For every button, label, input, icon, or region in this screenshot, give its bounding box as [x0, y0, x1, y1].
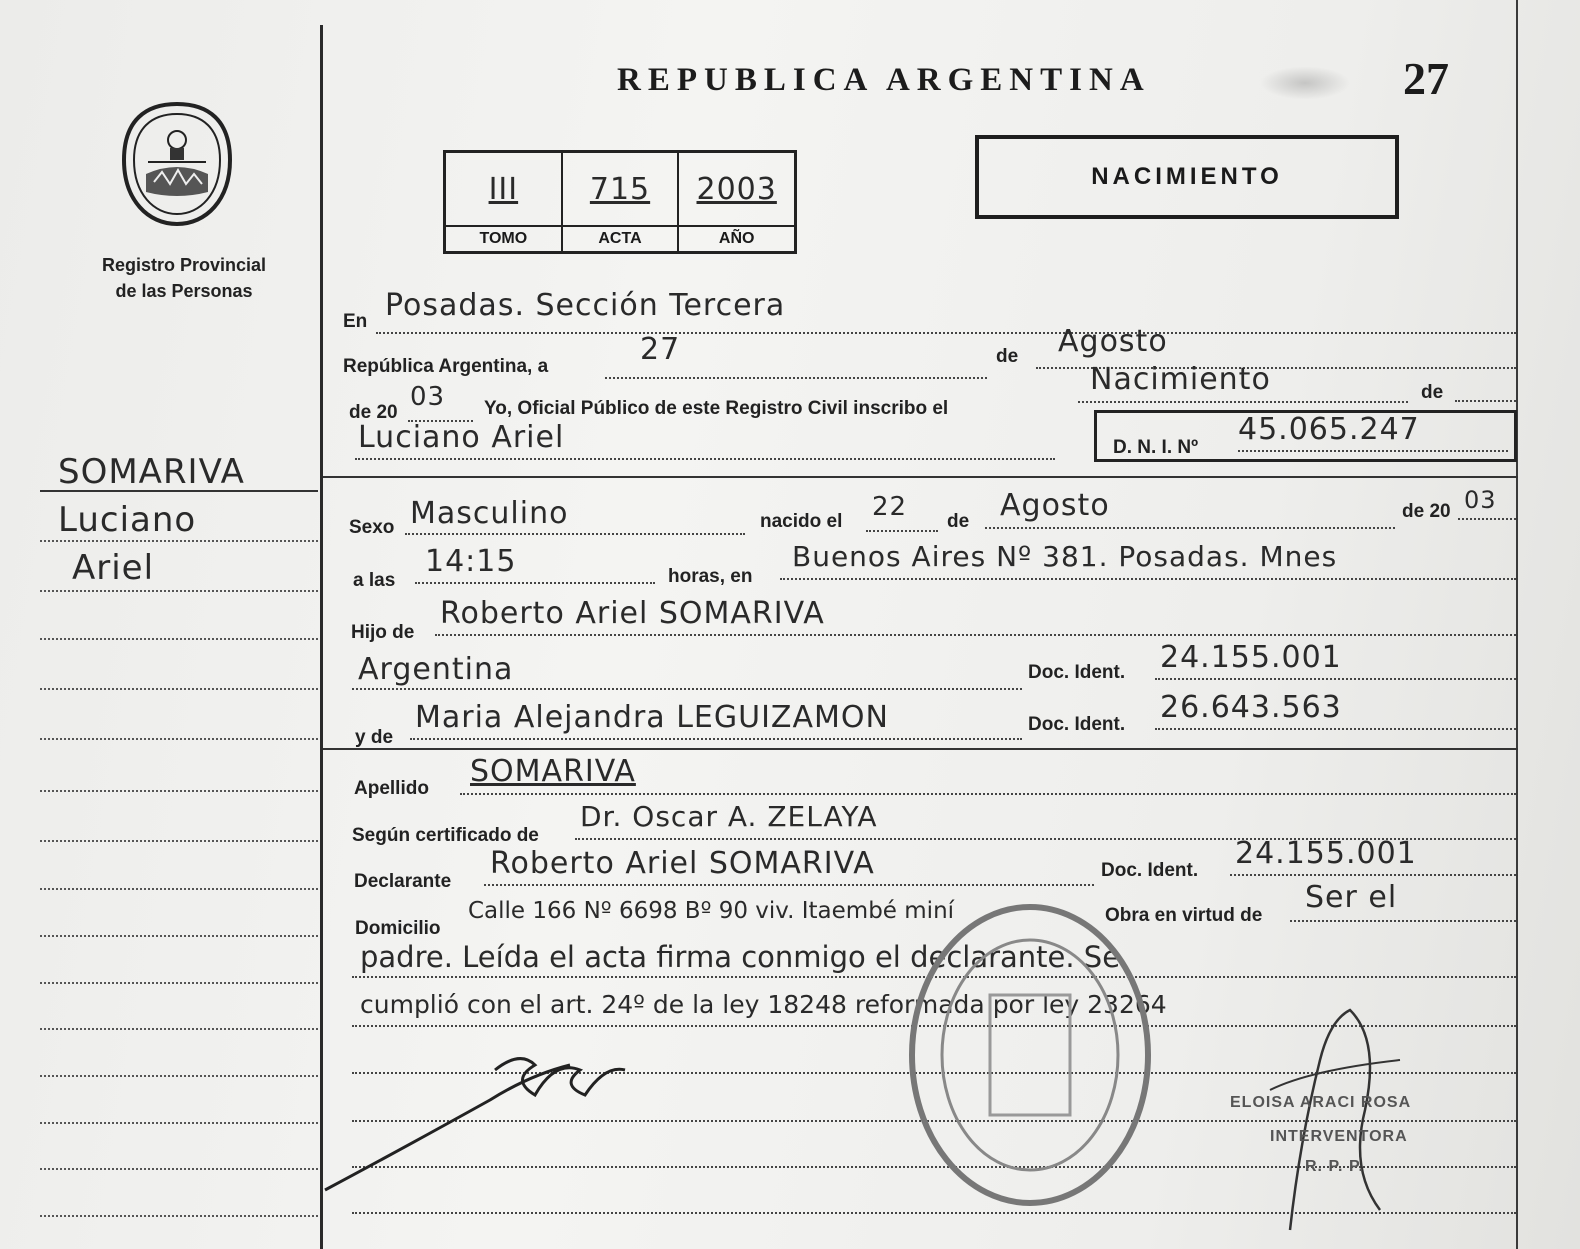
- tomo-cell: [446, 153, 563, 251]
- margin-line: [40, 840, 318, 842]
- field-line: [1455, 400, 1516, 402]
- field-line: [605, 377, 987, 379]
- margin-surname: SOMARIVA: [58, 452, 245, 492]
- field-line: [985, 527, 1395, 529]
- label-doc-ident: Doc. Ident.: [1028, 662, 1126, 683]
- ano-cell: [679, 153, 794, 251]
- label-yo: Yo, Oficial Público de este Registro Civil inscribo el: [484, 398, 949, 419]
- field-nacionalidad: Argentina: [358, 652, 514, 687]
- label-domicilio: Domicilio: [355, 918, 441, 939]
- field-line: [1238, 450, 1508, 452]
- field-madre-doc: 26.643.563: [1160, 690, 1342, 725]
- field-lugar-nac: Buenos Aires Nº 381. Posadas. Mnes: [792, 540, 1338, 573]
- field-nombre: Luciano Ariel: [358, 420, 565, 455]
- misiones-seal-icon: [118, 100, 236, 228]
- signature-right-icon: [1230, 1000, 1430, 1240]
- label-obra: Obra en virtud de: [1105, 905, 1263, 926]
- label-de-2: de: [1421, 382, 1444, 403]
- registry-name-line1: Registro Provincial: [101, 255, 267, 275]
- margin-line: [40, 1028, 318, 1030]
- label-de-20b: de 20: [1402, 501, 1451, 522]
- margin-line: [40, 688, 318, 690]
- margin-line: [40, 738, 318, 740]
- register-table: [443, 150, 797, 254]
- page-title: REPUBLICA ARGENTINA: [617, 62, 1151, 98]
- margin-line: [40, 935, 318, 937]
- label-de-3: de: [947, 511, 970, 532]
- page-edge-line: [1516, 0, 1518, 1249]
- field-dni: 45.065.247: [1238, 412, 1420, 447]
- field-hora: 14:15: [425, 544, 517, 579]
- field-line: [866, 530, 938, 532]
- label-republica: República Argentina, a: [343, 356, 549, 377]
- field-acto: Nacimiento: [1090, 362, 1271, 397]
- label-de: de: [996, 346, 1019, 367]
- label-apellido: Apellido: [354, 778, 429, 799]
- field-obs-line2: cumplió con el art. 24º de la ley 18248 reformada por ley 23264: [360, 990, 1167, 1019]
- ano-value: 2003: [696, 171, 777, 207]
- field-nac-mes: Agosto: [1000, 488, 1110, 523]
- margin-line: [40, 1075, 318, 1077]
- signature-left-icon: [320, 1040, 650, 1200]
- margin-line: [40, 888, 318, 890]
- tomo-label: TOMO: [446, 225, 561, 251]
- field-line: [1155, 678, 1516, 680]
- field-line: [376, 332, 1516, 334]
- label-declarante: Declarante: [354, 871, 452, 892]
- field-padre: Roberto Ariel SOMARIVA: [440, 596, 825, 631]
- registry-name: [64, 252, 304, 304]
- label-a-las: a las: [353, 570, 396, 591]
- ano-label: AÑO: [679, 225, 794, 251]
- field-dia: 27: [640, 332, 681, 367]
- official-org: R. P. P.: [1305, 1158, 1364, 1175]
- field-padre-doc: 24.155.001: [1160, 640, 1342, 675]
- field-line: [1230, 874, 1516, 876]
- tomo-value: III: [488, 171, 519, 207]
- registry-name-line2: de las Personas: [115, 281, 253, 301]
- field-nac-anio: 03: [1464, 486, 1497, 514]
- field-line: [1078, 401, 1408, 403]
- official-title: INTERVENTORA: [1270, 1128, 1408, 1145]
- official-name: ELOISA ARACI ROSA: [1230, 1094, 1412, 1111]
- field-lugar: Posadas. Sección Tercera: [385, 288, 786, 323]
- field-mes: Agosto: [1058, 324, 1168, 359]
- label-horas-en: horas, en: [668, 566, 753, 587]
- margin-first-name: Luciano: [58, 500, 197, 540]
- field-line: [1290, 920, 1516, 922]
- margin-line: [40, 1215, 318, 1217]
- margin-line: [40, 590, 318, 592]
- page-number: 27: [1403, 53, 1449, 104]
- field-declarante: Roberto Ariel SOMARIVA: [490, 846, 875, 881]
- field-line: [1458, 518, 1516, 520]
- field-line: [415, 582, 655, 584]
- section-divider: [323, 476, 1518, 478]
- field-certificado: Dr. Oscar A. ZELAYA: [580, 800, 878, 833]
- acta-value: 715: [589, 171, 651, 207]
- field-madre: Maria Alejandra LEGUIZAMON: [415, 700, 889, 735]
- field-line: [1155, 728, 1516, 730]
- field-obra: Ser el: [1305, 880, 1398, 915]
- section-divider: [323, 748, 1518, 750]
- label-en: En: [343, 311, 368, 332]
- field-anio: 03: [410, 382, 446, 412]
- field-obs-line1: padre. Leída el acta firma conmigo el declarante. Se: [360, 940, 1121, 974]
- field-nac-dia: 22: [872, 492, 908, 522]
- margin-line: [40, 638, 318, 640]
- margin-line: [40, 982, 318, 984]
- field-line: [410, 738, 1022, 740]
- field-apellido: SOMARIVA: [470, 754, 636, 789]
- label-doc-ident-3: Doc. Ident.: [1101, 860, 1199, 881]
- acta-label: ACTA: [563, 225, 678, 251]
- record-type-box: [975, 135, 1399, 219]
- label-de-20: de 20: [349, 402, 398, 423]
- label-dni: D. N. I. Nº: [1113, 437, 1199, 458]
- label-segun: Según certificado de: [352, 825, 539, 846]
- field-line: [484, 884, 1094, 886]
- label-doc-ident-2: Doc. Ident.: [1028, 714, 1126, 735]
- label-nacido-el: nacido el: [760, 511, 843, 532]
- registry-stamp-icon: [905, 900, 1155, 1210]
- record-type: NACIMIENTO: [1091, 163, 1283, 190]
- margin-line: [40, 540, 318, 542]
- margin-line: [40, 1168, 318, 1170]
- field-line: [460, 793, 1516, 795]
- label-y-de: y de: [355, 727, 394, 748]
- ink-smudge: [1260, 66, 1350, 100]
- field-declarante-doc: 24.155.001: [1235, 836, 1417, 871]
- margin-second-name: Ariel: [72, 548, 155, 588]
- field-line: [355, 458, 1055, 460]
- margin-line: [40, 790, 318, 792]
- label-hijo-de: Hijo de: [351, 622, 415, 643]
- field-line: [780, 578, 1516, 580]
- field-domicilio: Calle 166 Nº 6698 Bº 90 viv. Itaembé miní: [468, 898, 955, 924]
- label-sexo: Sexo: [349, 517, 395, 538]
- field-sexo: Masculino: [410, 496, 569, 531]
- field-line: [435, 634, 1516, 636]
- acta-cell: [563, 153, 680, 251]
- field-line: [352, 688, 1022, 690]
- margin-line: [40, 1122, 318, 1124]
- field-line: [405, 533, 745, 535]
